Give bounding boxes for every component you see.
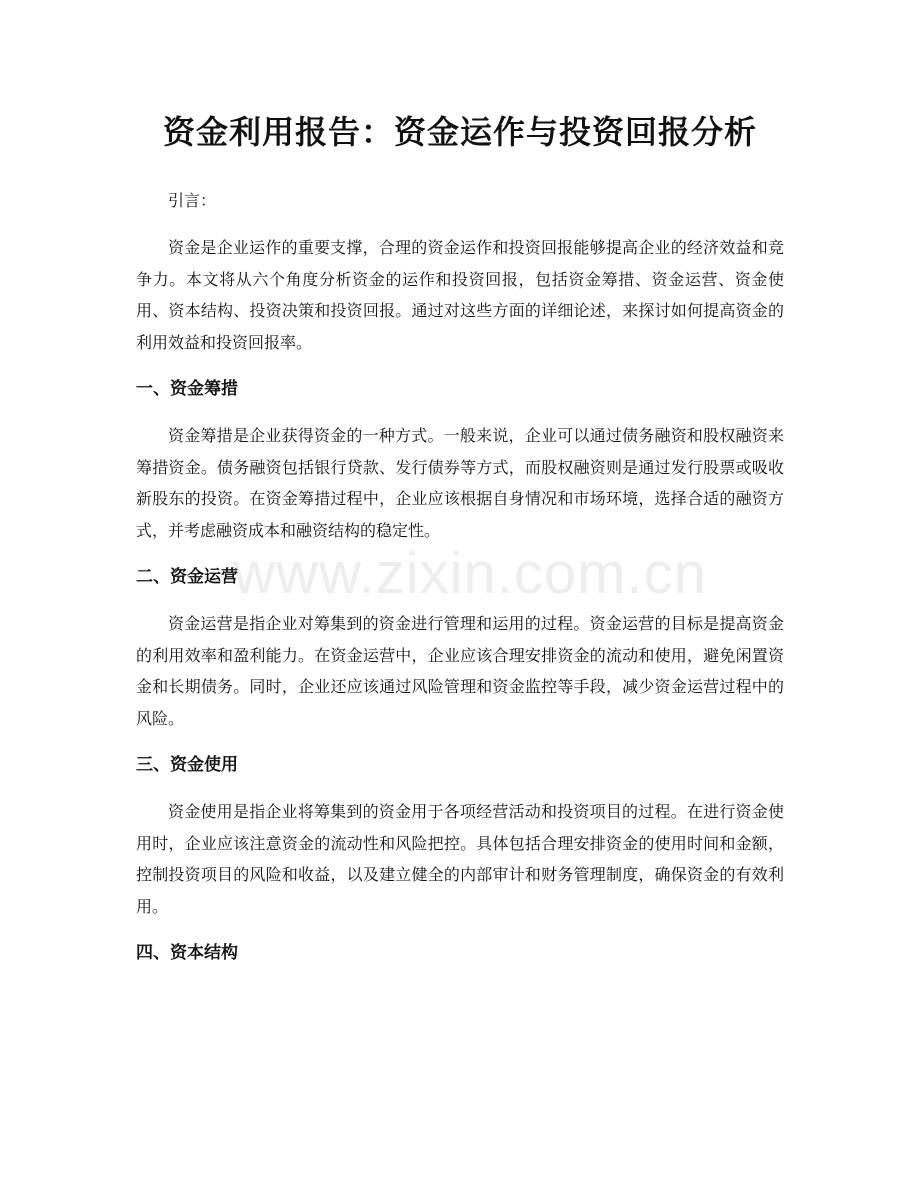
document-body	[136, 184, 784, 984]
intro-label: 引言：	[168, 191, 217, 210]
intro-paragraph: 资金是企业运作的重要支撑，合理的资金运作和投资回报能够提高企业的经济效益和竞争力。本文将从六个角度分析资金的运作和投资回报，包括资金筹措、资金运营、资金使用、资本结构、投资决策和投资回报。通过对这些方面的详细论述，来探讨如何提高资金的利用效益和投资回报率。	[136, 238, 784, 352]
section-heading-fundraising: 一、资金筹措	[136, 379, 238, 399]
section-paragraph-operations: 资金运营是指企业对筹集到的资金进行管理和运用的过程。资金运营的目标是提高资金的利用效率和盈利能力。在资金运营中，企业应该合理安排资金的流动和使用，避免闲置资金和长期债务。同时，企业还应该通过风险管理和资金监控等手段，减少资金运营过程中的风险。	[136, 614, 784, 728]
section-heading-operations: 二、资金运营	[136, 567, 238, 587]
section-paragraph-usage: 资金使用是指企业将筹集到的资金用于各项经营活动和投资项目的过程。在进行资金使用时，企业应该注意资金的流动性和风险把控。具体包括合理安排资金的使用时间和金额，控制投资项目的风险和收益，以及建立健全的内部审计和财务管理制度，确保资金的有效利用。	[136, 802, 784, 916]
section-paragraph-fundraising: 资金筹措是企业获得资金的一种方式。一般来说，企业可以通过债务融资和股权融资来筹措资金。债务融资包括银行贷款、发行债券等方式，而股权融资则是通过发行股票或吸收新股东的投资。在资金筹措过程中，企业应该根据自身情况和市场环境，选择合适的融资方式，并考虑融资成本和融资结构的稳定性。	[136, 426, 784, 540]
section-heading-usage: 三、资金使用	[136, 755, 238, 775]
watermark: www.zixin.com.cn	[233, 541, 707, 606]
section-heading-capital-structure: 四、资本结构	[136, 943, 238, 963]
page-title: 资金利用报告：资金运作与投资回报分析	[162, 113, 757, 151]
